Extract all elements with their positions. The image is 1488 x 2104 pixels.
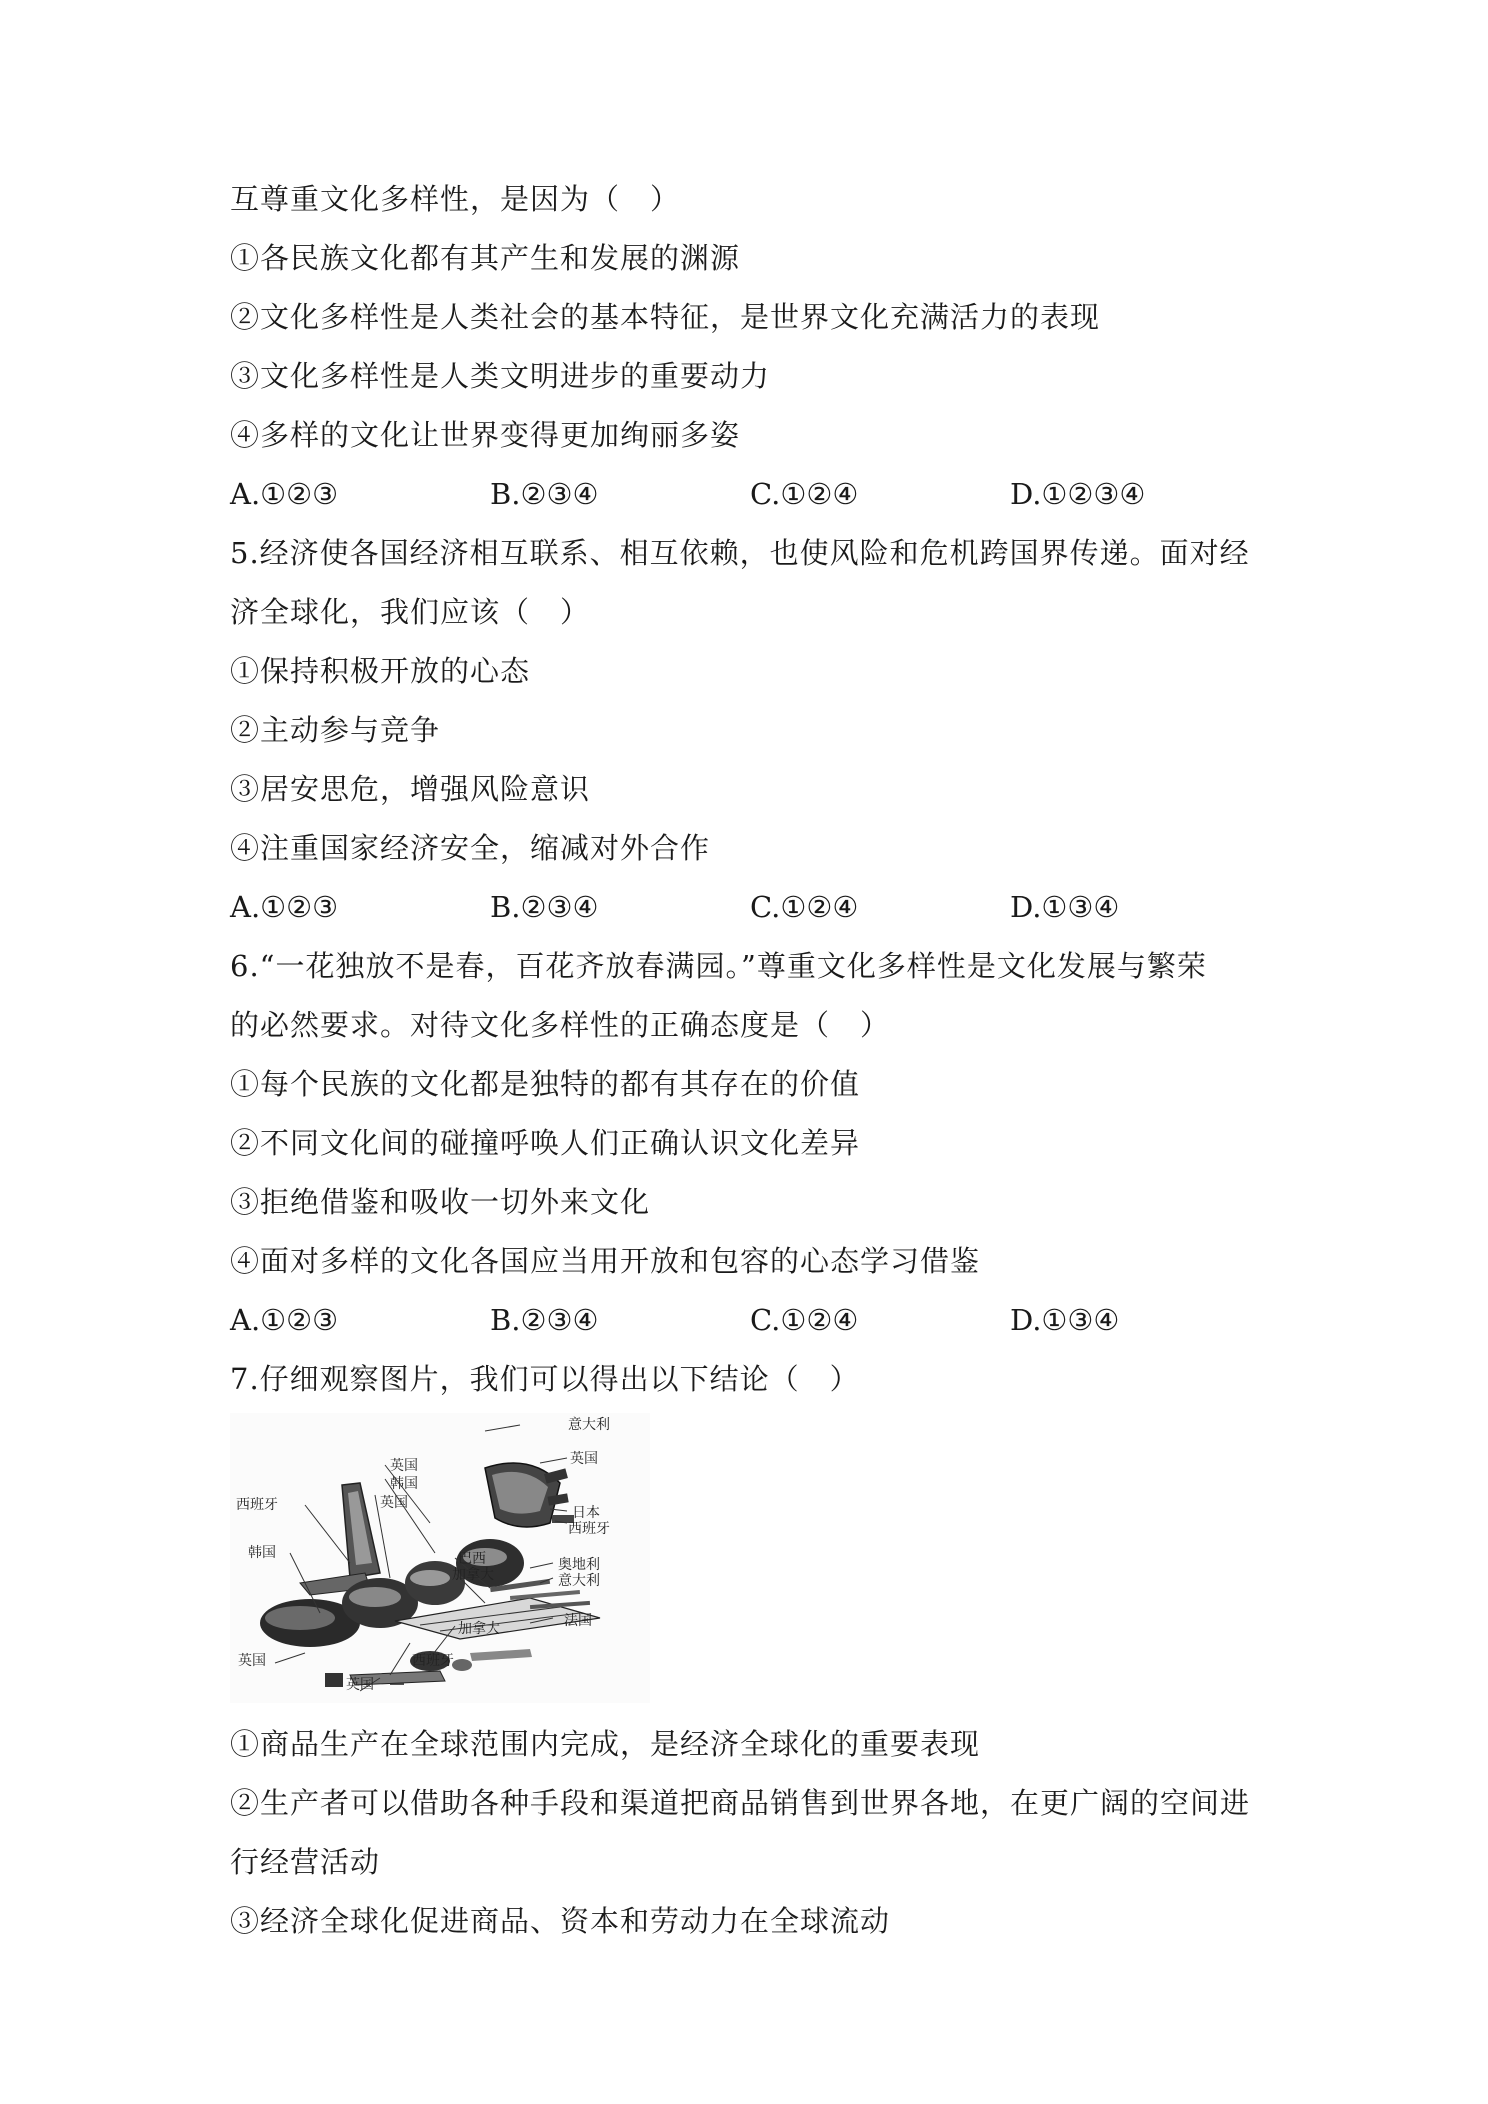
q6-option-c[interactable]: C.①②④ bbox=[750, 1303, 859, 1337]
fig-label-italy-top: 意大利 bbox=[568, 1417, 610, 1433]
q4-stem-line: 互尊重文化多样性，是因为（ ） bbox=[230, 182, 681, 216]
q5-options bbox=[230, 878, 1270, 937]
q6-option-d[interactable]: D.①③④ bbox=[1010, 1303, 1120, 1337]
q7-statement-2-line-2: 行经营活动 bbox=[230, 1845, 381, 1879]
q6-stem-line-2: 的必然要求。对待文化多样性的正确态度是（ ） bbox=[230, 1008, 891, 1042]
q4-option-b[interactable]: B.②③④ bbox=[490, 477, 599, 511]
fig-label-japan: 日本 bbox=[572, 1505, 600, 1521]
q6-option-b[interactable]: B.②③④ bbox=[490, 1303, 599, 1337]
q5-option-b[interactable]: B.②③④ bbox=[490, 890, 599, 924]
q4-statement-4: ④多样的文化让世界变得更加绚丽多姿 bbox=[230, 418, 741, 452]
question-4 bbox=[230, 170, 1270, 524]
q5-stem-line-2: 济全球化，我们应该（ ） bbox=[230, 595, 591, 629]
question-7 bbox=[230, 1350, 1270, 1951]
fig-label-italy-mid: 意大利 bbox=[558, 1573, 600, 1589]
q5-option-a[interactable]: A.①②③ bbox=[230, 890, 339, 924]
fig-label-spain-right: 西班牙 bbox=[568, 1521, 610, 1537]
question-6 bbox=[230, 937, 1270, 1350]
q4-option-d[interactable]: D.①②③④ bbox=[1010, 477, 1146, 511]
q5-statement-3: ③居安思危，增强风险意识 bbox=[230, 772, 591, 806]
exam-page bbox=[230, 170, 1270, 1951]
fig-label-spain-left: 西班牙 bbox=[236, 1497, 278, 1513]
fig-label-uk-bottom-left: 英国 bbox=[238, 1653, 266, 1669]
q6-option-a[interactable]: A.①②③ bbox=[230, 1303, 339, 1337]
q6-stem-line-1: 6.“一花独放不是春，百花齐放春满园。”尊重文化多样性是文化发展与繁荣 bbox=[230, 949, 1207, 983]
q4-statement-2: ②文化多样性是人类社会的基本特征，是世界文化充满活力的表现 bbox=[230, 300, 1101, 334]
fig-label-canada-mid: 加拿大 bbox=[452, 1567, 494, 1583]
fig-label-spain-bottom: 西班牙 bbox=[412, 1653, 454, 1669]
q7-stem: 7.仔细观察图片，我们可以得出以下结论（ ） bbox=[230, 1362, 860, 1396]
fig-label-uk-right: 英国 bbox=[570, 1451, 598, 1467]
q4-option-a[interactable]: A.①②③ bbox=[230, 477, 339, 511]
airplane-parts-figure bbox=[230, 1413, 650, 1703]
fig-label-korea-top: 韩国 bbox=[390, 1476, 418, 1492]
q4-option-c[interactable]: C.①②④ bbox=[750, 477, 859, 511]
q6-statement-4: ④面对多样的文化各国应当用开放和包容的心态学习借鉴 bbox=[230, 1244, 981, 1278]
question-5 bbox=[230, 524, 1270, 937]
q6-options bbox=[230, 1291, 1270, 1350]
fig-label-uk-top-left: 英国 bbox=[390, 1458, 418, 1474]
q7-statement-2-line-1: ②生产者可以借助各种手段和渠道把商品销售到世界各地，在更广阔的空间进 bbox=[230, 1786, 1251, 1820]
q6-statement-3: ③拒绝借鉴和吸收一切外来文化 bbox=[230, 1185, 651, 1219]
q4-statement-1: ①各民族文化都有其产生和发展的渊源 bbox=[230, 241, 741, 275]
fig-label-austria: 奥地利 bbox=[558, 1557, 600, 1573]
q7-statement-3: ③经济全球化促进商品、资本和劳动力在全球流动 bbox=[230, 1904, 891, 1938]
q5-option-d[interactable]: D.①③④ bbox=[1010, 890, 1120, 924]
q6-statement-2: ②不同文化间的碰撞呼唤人们正确认识文化差异 bbox=[230, 1126, 861, 1160]
fig-label-uk-mid: 英国 bbox=[380, 1495, 408, 1511]
q5-statement-2: ②主动参与竞争 bbox=[230, 713, 441, 747]
q4-options bbox=[230, 465, 1270, 524]
fig-label-korea-left: 韩国 bbox=[248, 1545, 276, 1561]
fig-label-france: 法国 bbox=[564, 1613, 592, 1629]
q5-statement-4: ④注重国家经济安全，缩减对外合作 bbox=[230, 831, 711, 865]
fig-label-canada-low: 加拿大 bbox=[458, 1621, 500, 1637]
q4-statement-3: ③文化多样性是人类文明进步的重要动力 bbox=[230, 359, 771, 393]
fig-label-brazil: 巴西 bbox=[458, 1551, 486, 1567]
fig-label-uk-bottom: 英国 bbox=[346, 1677, 374, 1693]
q6-statement-1: ①每个民族的文化都是独特的都有其存在的价值 bbox=[230, 1067, 861, 1101]
q5-option-c[interactable]: C.①②④ bbox=[750, 890, 859, 924]
q5-statement-1: ①保持积极开放的心态 bbox=[230, 654, 531, 688]
q7-statement-1: ①商品生产在全球范围内完成，是经济全球化的重要表现 bbox=[230, 1727, 981, 1761]
q5-stem-line-1: 5.经济使各国经济相互联系、相互依赖，也使风险和危机跨国界传递。面对经 bbox=[230, 536, 1250, 570]
